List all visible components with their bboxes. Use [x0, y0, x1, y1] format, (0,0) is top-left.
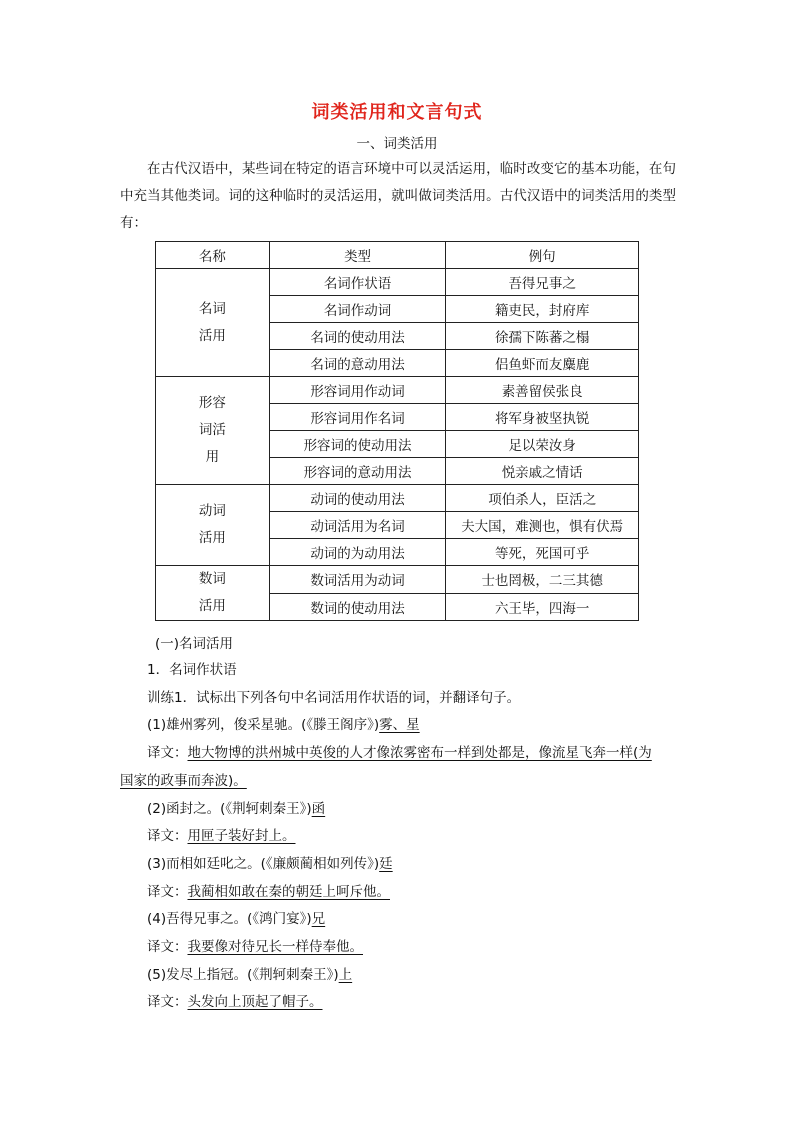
item-sentence: (2)函封之。(《荆轲刺秦王》)	[147, 800, 312, 817]
example-cell: 素善留侯张良	[446, 377, 639, 404]
table-row	[156, 485, 639, 512]
group-name-line: 活用	[198, 530, 226, 546]
item-answer: 上	[338, 966, 353, 983]
translation-line	[147, 989, 687, 1017]
group-name-cell	[156, 566, 270, 621]
group-name-cell	[156, 485, 270, 566]
type-cell: 数词活用为动词	[269, 566, 446, 594]
document-title: 词类活用和文言句式	[311, 102, 483, 123]
point-heading: 1．名词作状语	[147, 662, 237, 678]
type-cell: 名词作状语	[269, 269, 446, 296]
translation-text: 国家的政事而奔波)。	[120, 772, 247, 789]
example-cell: 将军身被坚执锐	[446, 404, 639, 431]
item-answer: 兄	[311, 911, 326, 928]
section-heading: 一、词类活用	[356, 136, 438, 152]
item-sentence: (4)吾得兄事之。(《鸿门宴》)	[147, 911, 312, 928]
example-cell: 六王毕，四海一	[446, 593, 639, 621]
table-row	[156, 269, 639, 296]
example-cell: 士也罔极，二三其德	[446, 566, 639, 594]
translation-continuation	[120, 768, 687, 796]
translation-text: 用匣子装好封上。	[187, 828, 296, 845]
example-cell: 吾得兄事之	[446, 269, 639, 296]
type-cell: 数词的使动用法	[269, 593, 446, 621]
translation-label: 译文：	[147, 745, 188, 762]
intro-paragraph: 在古代汉语中，某些词在特定的语言环境中可以灵活运用，临时改变它的基本功能，在句中充当其他类词。词的这种临时的灵活运用，就叫做词类活用。古代汉语中的词类活用的类型有：	[120, 161, 676, 231]
group-name-line: 词活	[198, 422, 226, 438]
type-cell: 动词活用为名词	[269, 512, 446, 539]
translation-text: 我要像对待兄长一样侍奉他。	[187, 939, 363, 956]
group-name-cell	[156, 377, 270, 485]
item-answer: 雾、星	[379, 717, 420, 734]
exercise-instruction: 训练1．试标出下列各句中名词活用作状语的词，并翻译句子。	[147, 689, 521, 706]
type-cell: 动词的为动用法	[269, 539, 446, 566]
group-name-cell	[156, 269, 270, 377]
type-cell: 名词的使动用法	[269, 323, 446, 350]
example-cell: 徐孺下陈蕃之榻	[446, 323, 639, 350]
type-cell: 形容词用作名词	[269, 404, 446, 431]
type-cell: 名词的意动用法	[269, 350, 446, 377]
translation-text: 头发向上顶起了帽子。	[187, 994, 323, 1011]
group-name-line: 活用	[198, 598, 226, 614]
group-name-line: 活用	[198, 327, 226, 344]
type-cell: 动词的使动用法	[269, 485, 446, 512]
subsection-heading: (一)名词活用	[155, 636, 234, 652]
word-usage-table	[155, 241, 639, 621]
example-cell: 夫大国，难测也，惧有伏焉	[446, 512, 639, 539]
type-cell: 名词作动词	[269, 296, 446, 323]
item-answer: 廷	[379, 855, 393, 872]
example-cell: 足以荣汝身	[446, 431, 639, 458]
translation-text: 我蔺相如敢在秦的朝廷上呵斥他。	[187, 883, 390, 900]
table-header-type: 类型	[269, 242, 446, 269]
translation-line	[147, 740, 687, 768]
item-sentence: (1)雄州雾列，俊采星驰。(《滕王阁序》)	[147, 717, 380, 734]
table-row	[156, 566, 639, 594]
table-header-row	[156, 242, 639, 269]
table-row	[156, 377, 639, 404]
translation-line	[147, 823, 687, 851]
type-cell: 形容词的使动用法	[269, 431, 446, 458]
example-cell: 悦亲戚之情话	[446, 458, 639, 485]
exercise-item	[147, 962, 687, 990]
type-cell: 形容词的意动用法	[269, 458, 446, 485]
translation-line	[147, 879, 687, 907]
item-sentence: (3)而相如廷叱之。(《廉颇蔺相如列传》)	[147, 855, 380, 872]
item-sentence: (5)发尽上指冠。(《荆轲刺秦王》)	[147, 966, 339, 983]
type-cell: 形容词用作动词	[269, 377, 446, 404]
exercise-item	[147, 851, 687, 879]
exercise-block	[120, 657, 687, 1017]
exercise-item	[147, 796, 687, 824]
exercise-item	[147, 906, 687, 934]
example-cell: 项伯杀人，臣活之	[446, 485, 639, 512]
table-header-name: 名称	[156, 242, 270, 269]
translation-line	[147, 934, 687, 962]
example-cell: 侣鱼虾而友麋鹿	[446, 350, 639, 377]
group-name-line: 用	[205, 449, 220, 465]
translation-text: 地大物博的洪州城中英俊的人才像浓雾密布一样到处都是，像流星飞奔一样(为	[187, 745, 652, 762]
exercise-item	[147, 712, 687, 740]
example-cell: 籍吏民，封府库	[446, 296, 639, 323]
item-answer: 函	[311, 800, 326, 817]
translation-label: 译文：	[147, 994, 188, 1011]
translation-label: 译文：	[147, 828, 188, 845]
group-name-line: 形容	[198, 395, 226, 411]
example-cell: 等死，死国可乎	[446, 539, 639, 566]
group-name-line: 名词	[198, 300, 226, 317]
group-name-line: 动词	[198, 503, 226, 519]
group-name-line: 数词	[198, 571, 226, 587]
table-header-example: 例句	[446, 242, 639, 269]
translation-label: 译文：	[147, 883, 188, 900]
translation-label: 译文：	[147, 939, 188, 956]
